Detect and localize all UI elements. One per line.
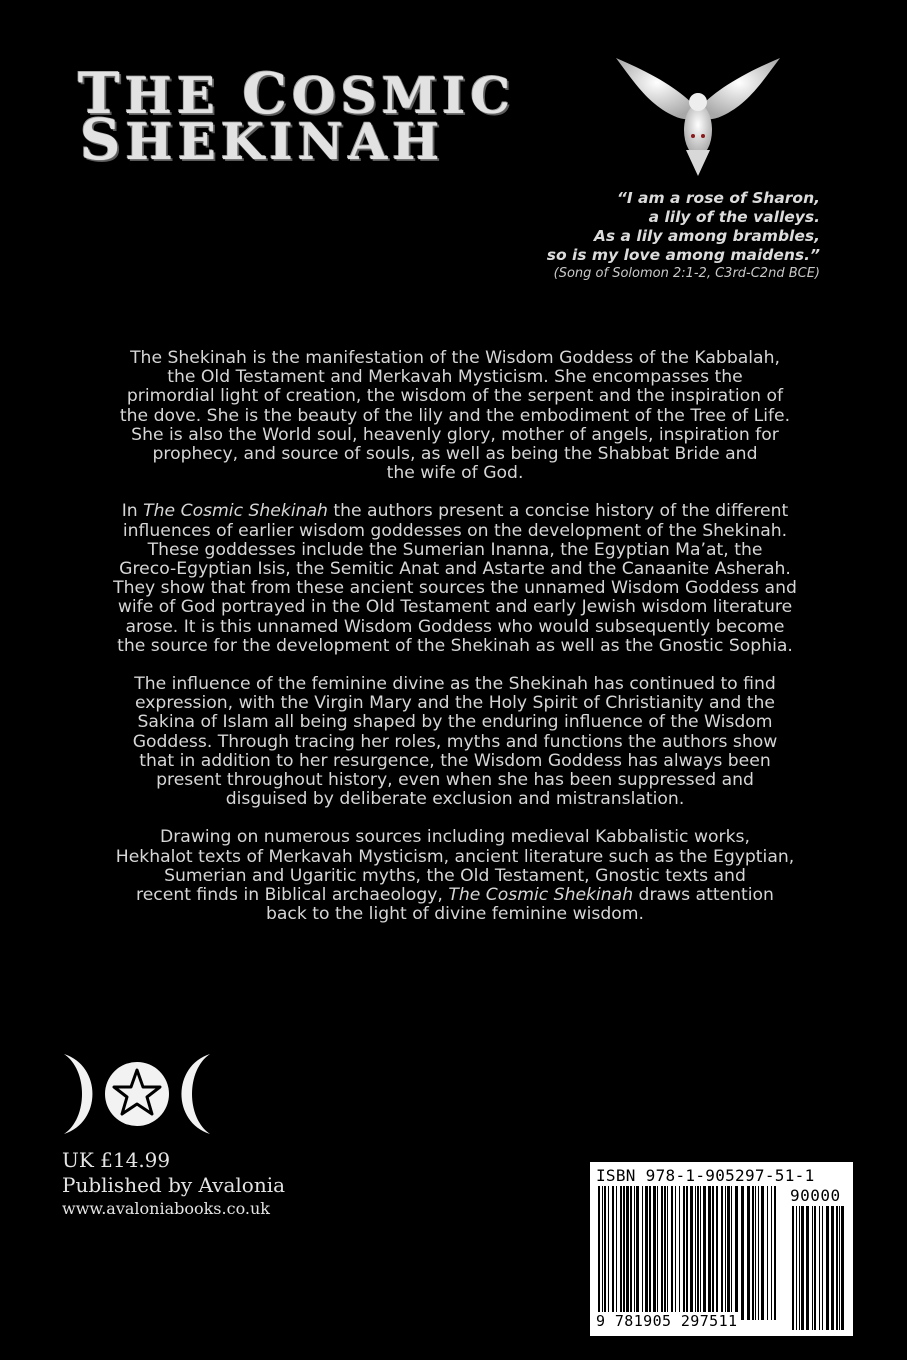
barcode-bar [623, 1186, 625, 1320]
barcode-bar [801, 1206, 804, 1330]
barcode-bar [667, 1186, 668, 1320]
barcode-bar [741, 1186, 744, 1320]
publisher-info [62, 1148, 285, 1220]
epigraph-quote [547, 189, 820, 282]
barcode-bar [831, 1206, 834, 1330]
quote-citation: (Song of Solomon 2:1-2, C3rd-C2nd BCE) [553, 266, 820, 281]
barcode-bar [731, 1186, 732, 1320]
barcode-bar [602, 1186, 603, 1320]
barcode-bar [712, 1186, 714, 1320]
barcode-bar [612, 1186, 614, 1320]
publisher-website: www.avaloniabooks.co.uk [62, 1199, 270, 1218]
barcode-bar [755, 1186, 756, 1320]
barcode-bar [671, 1186, 673, 1320]
barcode-bar [630, 1186, 632, 1320]
barcode-bar [799, 1206, 800, 1330]
barcode-bar [839, 1206, 840, 1330]
barcode-bar [761, 1186, 764, 1320]
barcode-bar [822, 1206, 823, 1330]
description-paragraph-2: In The Cosmic Shekinah the authors present a concise history of the different influences of earlier wisdom goddesses on the development of the Shekinah. These goddesses include the Sumerian Inanna, the Egyptian Ma’at, the Greco-Egyptian Isis, the Semitic Anat and Astarte and the Canaanite Asherah. They show that from these ancient sources the unnamed Wisdom Goddess and wife of God portrayed in the Old Testament and early Jewish wisdom literature arose. It is this unnamed Wisdom Goddess who would subsequently become the source for the development of the Shekinah as well as the Gnostic Sophia. [113, 501, 797, 656]
barcode-bar [752, 1186, 754, 1320]
barcode-bar [675, 1186, 676, 1320]
barcode-bar [767, 1186, 768, 1320]
barcode-bar [634, 1186, 635, 1320]
barcode-bar [814, 1206, 816, 1330]
barcode-bar [608, 1186, 609, 1320]
barcode-bar [661, 1186, 663, 1320]
description-paragraph-1: The Shekinah is the manifestation of the Wisdom Goddess of the Kabbalah, the Old Testament and Merkavah Mysticism. She encompasses the primordial light of creation, the wisdom of the serpent and the inspiration of the dove. She is the beauty of the lily and the embodiment of the Tree of Life. She is also the World soul, heavenly glory, mother of angels, inspiration for prophecy, and source of souls, as well as being the Shabbat Bride and the wife of God. [119, 348, 791, 484]
barcode-bar [771, 1186, 772, 1320]
barcode-main-bars [598, 1186, 778, 1320]
barcode-bar [649, 1186, 651, 1320]
price: UK £14.99 [62, 1148, 171, 1172]
barcode-price-code: 90000 [790, 1186, 841, 1205]
barcode-bar [727, 1186, 730, 1320]
barcode-bar [664, 1186, 666, 1320]
barcode-bar [774, 1186, 776, 1320]
quote-line: a lily of the valleys. [648, 208, 820, 226]
barcode-bar [708, 1186, 711, 1320]
barcode-bar [616, 1186, 617, 1320]
barcode-bar [598, 1186, 600, 1320]
barcode-bar [716, 1186, 718, 1320]
barcode-bar [812, 1206, 813, 1330]
barcode-bar [636, 1186, 639, 1320]
barcode-bar [679, 1186, 680, 1320]
barcode-addon-bars [792, 1206, 846, 1330]
barcode-bar [642, 1186, 643, 1320]
book-title-line-2: SHEKINAH [80, 107, 445, 173]
barcode-bar [653, 1186, 656, 1320]
isbn-label: ISBN 978-1-905297-51-1 [596, 1166, 815, 1185]
barcode-bar [806, 1206, 809, 1330]
barcode-bar [645, 1186, 648, 1320]
quote-line: so is my love among maidens.” [546, 246, 820, 264]
barcode-bar [796, 1206, 797, 1330]
barcode-bar [695, 1186, 696, 1320]
dove-icon [614, 52, 782, 176]
barcode-bar [697, 1186, 699, 1320]
barcode-bar [841, 1206, 844, 1330]
barcode-bar [703, 1186, 706, 1320]
description-paragraph-4: Drawing on numerous sources including medieval Kabbalistic works, Hekhalot texts of Merkavah Mysticism, ancient literature such as the Egyptian, Sumerian and Ugaritic myths, the Old Testament, Gnostic texts and recent finds in Biblical archaeology, The Cosmic Shekinah draws attention back to the light of divine feminine wisdom. [115, 827, 795, 925]
publisher-name: Published by Avalonia [62, 1173, 286, 1197]
quote-line: “I am a rose of Sharon, [616, 189, 820, 207]
barcode-bar [683, 1186, 685, 1320]
barcode-bar [826, 1206, 829, 1330]
barcode-bar [735, 1186, 738, 1320]
barcode-bar [657, 1186, 658, 1320]
barcode-digits: 9 781905 297511 [596, 1312, 738, 1330]
barcode-bar [758, 1186, 759, 1320]
barcode-bar [626, 1186, 629, 1320]
barcode-bar [620, 1186, 622, 1320]
barcode-bar [819, 1206, 820, 1330]
barcode-bar [792, 1206, 794, 1330]
description-paragraph-3: The influence of the feminine divine as the Shekinah has continued to find expression, with the Virgin Mary and the Holy Spirit of Christianity and the Sakina of Islam all being shaped by the enduring influence of the Wisdom Goddess. Through tracing her roles, myths and functions the authors show that in addition to her resurgence, the Wisdom Goddess has always been present throughout history, even when she has been suppressed and disguised by deliberate exclusion and mistranslation. [132, 674, 778, 810]
barcode-bar [690, 1186, 693, 1320]
quote-line: As a lily among brambles, [593, 227, 820, 245]
barcode-bar [604, 1186, 606, 1320]
barcode-bar [721, 1186, 723, 1320]
barcode-bar [836, 1206, 838, 1330]
barcode-bar [725, 1186, 726, 1320]
barcode-bar [747, 1186, 750, 1320]
isbn-barcode [590, 1162, 853, 1336]
barcode-bar [700, 1186, 701, 1320]
book-title-line-1: THE COSMIC [78, 61, 516, 127]
book-description [60, 349, 850, 943]
triple-moon-pentagram-icon [62, 1052, 212, 1136]
barcode-bar [686, 1186, 688, 1320]
